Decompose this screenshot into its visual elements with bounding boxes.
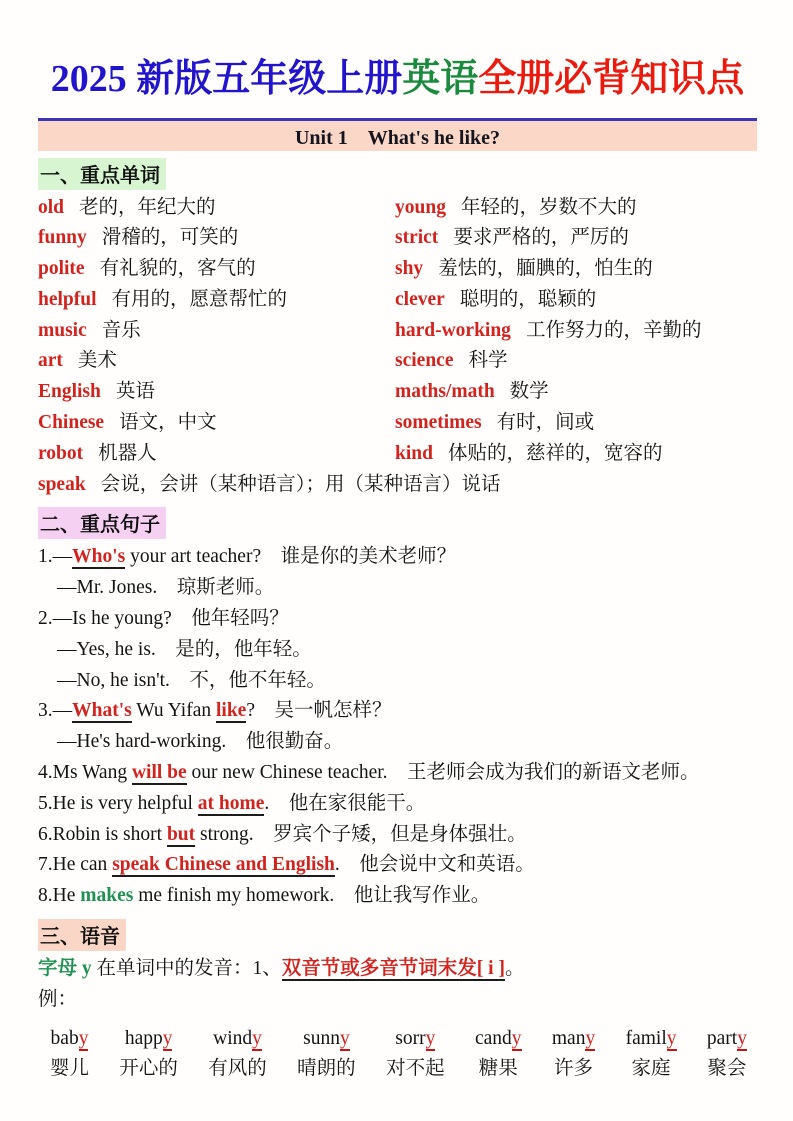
key-word-green: makes bbox=[80, 885, 134, 907]
sentence-line bbox=[38, 881, 757, 912]
example-label: 例： bbox=[38, 988, 78, 1010]
vocab-word: sometimes bbox=[395, 412, 482, 434]
vocab-entry bbox=[38, 254, 395, 285]
section-heading-sentences: 二、重点句子 bbox=[38, 507, 166, 539]
vocab-meaning: 会说，会讲（某种语言）；用（某种语言）说话 bbox=[100, 473, 501, 495]
text-run: our new Chinese teacher. 王老师会成为我们的新语文老师。 bbox=[186, 762, 700, 784]
word-y-suffix: y bbox=[737, 1027, 747, 1049]
vocab-word: kind bbox=[395, 442, 433, 464]
key-phrase-underlined: like bbox=[215, 700, 247, 722]
text-run: 1.— bbox=[38, 546, 73, 568]
vocab-entry bbox=[395, 439, 757, 470]
sentences-section bbox=[38, 500, 757, 912]
phonics-meaning: 家庭 bbox=[631, 1057, 671, 1079]
key-phrase-underlined: What's bbox=[72, 700, 132, 722]
word-stem: sunn bbox=[303, 1027, 340, 1049]
phonics-word-item bbox=[475, 1024, 522, 1084]
word-y-suffix: y bbox=[425, 1027, 436, 1049]
vocab-column-left bbox=[38, 193, 395, 470]
vocab-word: funny bbox=[38, 227, 87, 249]
vocab-meaning: 美术 bbox=[77, 350, 117, 372]
section-heading-words: 一、重点单词 bbox=[38, 158, 166, 190]
section-heading-phonics: 三、语音 bbox=[38, 919, 126, 951]
text-run: 在单词中的发音：1、 bbox=[91, 958, 282, 980]
vocab-meaning: 工作努力的，辛勤的 bbox=[525, 319, 702, 341]
text-run: . 他在家很能干。 bbox=[264, 792, 426, 814]
key-phrase-underlined: at home bbox=[197, 792, 265, 814]
vocab-meaning: 体贴的，慈祥的，宽容的 bbox=[447, 442, 663, 464]
word-y-suffix: y bbox=[511, 1027, 522, 1049]
phonics-meaning: 有风的 bbox=[208, 1057, 267, 1079]
text-run: 6.Robin is short bbox=[38, 823, 167, 845]
unit-banner: Unit 1 What's he like? bbox=[38, 121, 757, 151]
phonics-word-item bbox=[297, 1024, 356, 1084]
vocab-meaning: 有时，间或 bbox=[496, 412, 595, 434]
vocab-word: young bbox=[395, 196, 446, 218]
vocab-meaning: 数学 bbox=[509, 381, 549, 403]
phonics-word-item bbox=[386, 1024, 445, 1084]
vocab-word: maths/math bbox=[395, 381, 495, 403]
vocab-meaning: 有用的，愿意帮忙的 bbox=[111, 288, 288, 310]
page-title bbox=[38, 56, 757, 104]
phonics-word bbox=[303, 1024, 350, 1054]
text-run: 5.He is very helpful bbox=[38, 792, 198, 814]
word-stem: sorr bbox=[395, 1027, 426, 1049]
key-phrase-underlined: but bbox=[166, 823, 196, 845]
vocab-meaning: 机器人 bbox=[98, 442, 157, 464]
word-stem: part bbox=[706, 1027, 738, 1049]
vocab-meaning: 要求严格的，严厉的 bbox=[453, 227, 629, 249]
text-run: strong. 罗宾个子矮，但是身体强壮。 bbox=[195, 823, 527, 845]
sentence-line bbox=[38, 573, 757, 604]
phonics-word-item bbox=[208, 1024, 267, 1084]
vocab-word: English bbox=[38, 381, 101, 403]
sentence-line bbox=[38, 604, 757, 635]
word-y-suffix: y bbox=[666, 1027, 677, 1049]
phonics-meaning: 聚会 bbox=[707, 1057, 747, 1079]
sentence-line bbox=[38, 635, 757, 666]
sentence-line bbox=[38, 696, 757, 727]
vocab-word: strict bbox=[395, 227, 439, 249]
sentence-line bbox=[38, 727, 757, 758]
key-phrase-underlined: 双音节或多音节词末发[ i ] bbox=[281, 958, 505, 980]
vocab-meaning: 音乐 bbox=[101, 319, 141, 341]
word-stem: happ bbox=[124, 1027, 163, 1049]
vocab-word: helpful bbox=[38, 288, 97, 310]
vocab-entry bbox=[38, 470, 757, 501]
vocab-entry bbox=[395, 316, 757, 347]
title-part-red: 全册必背知识点 bbox=[478, 58, 745, 100]
vocab-entry bbox=[395, 254, 757, 285]
text-run: —Mr. Jones. 琼斯老师。 bbox=[57, 577, 275, 599]
vocab-row-full bbox=[38, 470, 757, 501]
text-run: your art teacher? 谁是你的美术老师？ bbox=[125, 546, 457, 568]
vocab-entry bbox=[38, 408, 395, 439]
vocab-meaning: 老的，年纪大的 bbox=[79, 196, 216, 218]
vocab-entry bbox=[395, 346, 757, 377]
phonics-meaning: 许多 bbox=[554, 1057, 594, 1079]
sentence-line bbox=[38, 542, 757, 573]
text-run: 3.— bbox=[38, 700, 73, 722]
title-part-green: 英语 bbox=[402, 58, 479, 100]
phonics-word bbox=[51, 1024, 89, 1054]
vocab-word: speak bbox=[38, 473, 86, 495]
word-y-suffix: y bbox=[252, 1027, 262, 1049]
text-run: ? 吴一帆怎样？ bbox=[246, 700, 392, 722]
word-stem: famil bbox=[625, 1027, 667, 1049]
vocab-meaning: 语文，中文 bbox=[119, 412, 217, 434]
vocab-word: polite bbox=[38, 258, 85, 280]
vocab-meaning: 科学 bbox=[468, 350, 508, 372]
sentence-list bbox=[38, 542, 757, 912]
vocab-meaning: 年轻的，岁数不大的 bbox=[460, 196, 637, 218]
text-run: . 他会说中文和英语。 bbox=[334, 854, 535, 876]
key-phrase-underlined: speak Chinese and English bbox=[112, 854, 335, 876]
vocab-meaning: 聪明的，聪颖的 bbox=[459, 288, 597, 310]
text-run: —Yes, he is. 是的，他年轻。 bbox=[57, 638, 312, 660]
phonics-word-item bbox=[119, 1024, 178, 1084]
phonics-meaning: 开心的 bbox=[119, 1057, 178, 1079]
text-run: 8.He bbox=[38, 885, 81, 907]
phonics-word bbox=[552, 1024, 595, 1054]
sentence-line bbox=[38, 758, 757, 789]
phonics-meaning: 婴儿 bbox=[50, 1057, 90, 1079]
phonics-word bbox=[626, 1024, 677, 1054]
vocab-entry bbox=[395, 223, 757, 254]
vocab-entry bbox=[38, 285, 395, 316]
vocab-entry bbox=[395, 285, 757, 316]
phonics-word-grid bbox=[38, 1016, 757, 1084]
key-phrase-underlined: Who's bbox=[72, 546, 126, 568]
vocab-entry bbox=[38, 377, 395, 408]
phonics-word-item bbox=[50, 1024, 89, 1084]
vocab-entry bbox=[38, 193, 395, 224]
text-run: 4.Ms Wang bbox=[38, 762, 132, 784]
word-stem: wind bbox=[213, 1027, 253, 1049]
phonics-section bbox=[38, 912, 757, 1084]
word-y-suffix: y bbox=[162, 1027, 173, 1049]
word-y-suffix: y bbox=[78, 1027, 89, 1049]
vocab-entry bbox=[38, 439, 395, 470]
word-stem: cand bbox=[474, 1027, 512, 1049]
word-stem: bab bbox=[50, 1027, 79, 1049]
vocab-entry bbox=[38, 316, 395, 347]
vocab-word: science bbox=[395, 350, 454, 372]
sentence-line bbox=[38, 666, 757, 697]
vocab-word: music bbox=[38, 319, 87, 341]
vocab-column-right bbox=[395, 193, 757, 470]
vocab-entry bbox=[38, 346, 395, 377]
word-y-suffix: y bbox=[339, 1027, 350, 1049]
vocab-entry bbox=[395, 408, 757, 439]
text-run: —He's hard-working. 他很勤奋。 bbox=[57, 731, 344, 753]
word-y-suffix: y bbox=[585, 1027, 596, 1049]
phonics-word bbox=[707, 1024, 747, 1054]
vocab-meaning: 滑稽的，可笑的 bbox=[101, 227, 239, 249]
vocab-entry bbox=[395, 377, 757, 408]
phonics-word-item bbox=[707, 1024, 747, 1084]
sentence-line bbox=[38, 850, 757, 881]
word-stem: man bbox=[551, 1027, 586, 1049]
text-run: 2.—Is he young? 他年轻吗？ bbox=[38, 608, 289, 630]
phonics-meaning: 晴朗的 bbox=[297, 1057, 356, 1079]
phonics-word bbox=[213, 1024, 262, 1054]
sentence-line bbox=[38, 820, 757, 851]
vocab-word: robot bbox=[38, 442, 84, 464]
phonics-meaning: 对不起 bbox=[386, 1057, 445, 1079]
phonics-word bbox=[475, 1024, 522, 1054]
text-run: 。 bbox=[504, 958, 525, 980]
vocab-word: old bbox=[38, 196, 65, 218]
phonics-meaning: 糖果 bbox=[478, 1057, 518, 1079]
vocab-entry bbox=[38, 223, 395, 254]
sentence-line bbox=[38, 789, 757, 820]
text-run: —No, he isn't. 不，他不年轻。 bbox=[57, 669, 326, 691]
phonics-word bbox=[125, 1024, 173, 1054]
vocab-word: clever bbox=[395, 288, 445, 310]
phonics-word-item bbox=[552, 1024, 595, 1084]
vocab-meaning: 羞怯的，腼腆的，怕生的 bbox=[438, 258, 653, 280]
vocab-word: shy bbox=[395, 258, 424, 280]
text-run: me finish my homework. 他让我写作业。 bbox=[133, 885, 491, 907]
phonics-word-item bbox=[626, 1024, 677, 1084]
vocab-word: hard-working bbox=[395, 319, 511, 341]
key-phrase-underlined: will be bbox=[131, 762, 187, 784]
vocab-meaning: 英语 bbox=[115, 381, 155, 403]
title-part-blue: 2025 新版五年级上册 bbox=[50, 58, 403, 100]
vocab-table bbox=[38, 193, 757, 470]
vocab-meaning: 有礼貌的，客气的 bbox=[99, 258, 256, 280]
text-run: 7.He can bbox=[38, 854, 113, 876]
phonics-intro bbox=[38, 954, 757, 985]
phonics-word bbox=[395, 1024, 435, 1054]
words-section bbox=[38, 151, 757, 501]
vocab-word: art bbox=[38, 350, 63, 372]
key-word-green: 字母 y bbox=[38, 958, 92, 980]
text-run: Wu Yifan bbox=[131, 700, 216, 722]
vocab-word: Chinese bbox=[38, 412, 105, 434]
vocab-entry bbox=[395, 193, 757, 224]
